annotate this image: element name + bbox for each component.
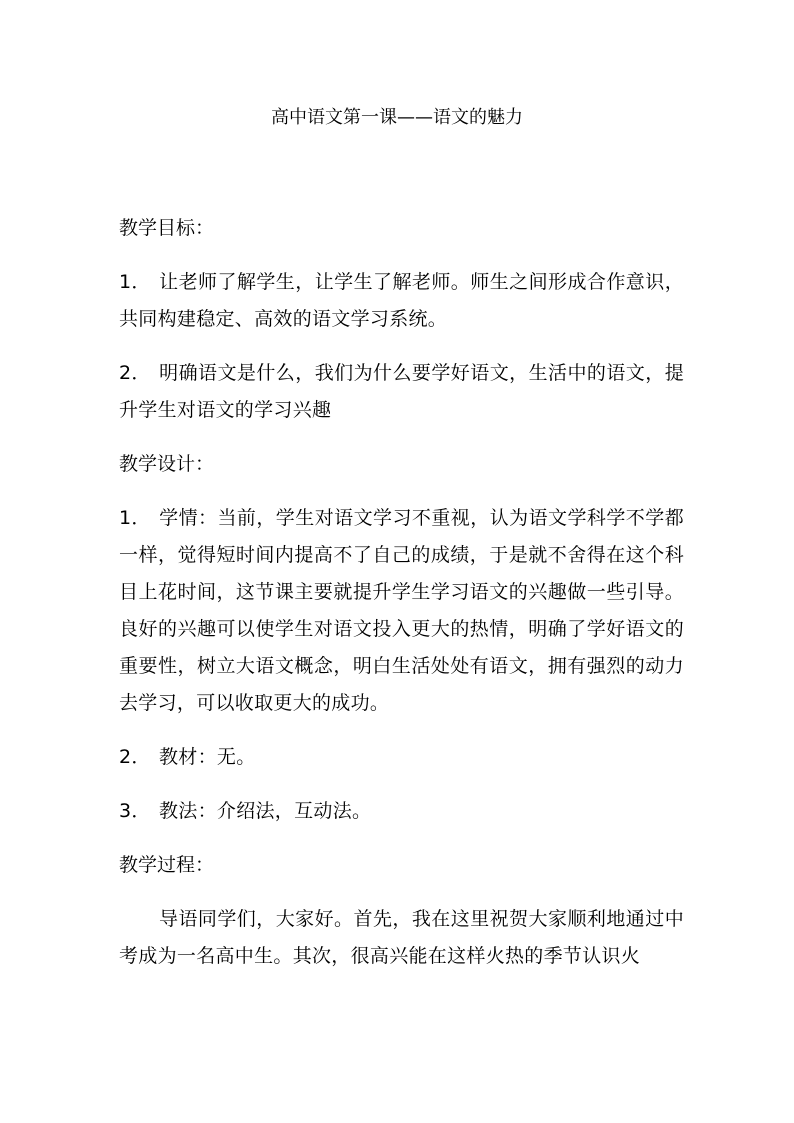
- section-heading-design: 教学设计：: [119, 453, 215, 475]
- design-item-2: [119, 739, 684, 776]
- item-number: 1．: [119, 271, 151, 293]
- goal-item-1: [119, 264, 684, 338]
- design-item-1: [119, 500, 684, 722]
- item-text: 教法：介绍法，互动法。: [159, 800, 372, 822]
- document-body: [119, 210, 684, 992]
- section-heading-goals: 教学目标：: [119, 217, 215, 239]
- item-number: 2．: [119, 746, 151, 768]
- item-number: 3．: [119, 800, 151, 822]
- design-item-3: [119, 793, 684, 830]
- item-number: 1．: [119, 507, 151, 529]
- item-text: 明确语文是什么，我们为什么要学好语文，生活中的语文，提升学生对语文的学习兴趣: [119, 362, 684, 421]
- item-text: 学情：当前，学生对语文学习不重视，认为语文学科学不学都一样，觉得短时间内提高不了自己的成绩，于是就不舍得在这个科目上花时间，这节课主要就提升学生学习语文的兴趣做一些引导。良好的兴趣可以使学生对语文投入更大的热情，明确了学好语文的重要性，树立大语文概念，明白生活处处有语文，拥有强烈的动力去学习，可以收取更大的成功。: [119, 507, 684, 714]
- section-heading-process: 教学过程：: [119, 854, 215, 876]
- process-paragraph: 导语同学们，大家好。首先，我在这里祝贺大家顺利地通过中考成为一名高中生。其次，很高兴能在这样火热的季节认识火: [119, 908, 684, 967]
- goal-item-2: [119, 355, 684, 429]
- document-title: 高中语文第一课——语文的魅力: [271, 107, 523, 128]
- item-text: 让老师了解学生，让学生了解老师。师生之间形成合作意识，共同构建稳定、高效的语文学习系统。: [119, 271, 684, 330]
- item-text: 教材：无。: [159, 746, 256, 768]
- item-number: 2．: [119, 362, 151, 384]
